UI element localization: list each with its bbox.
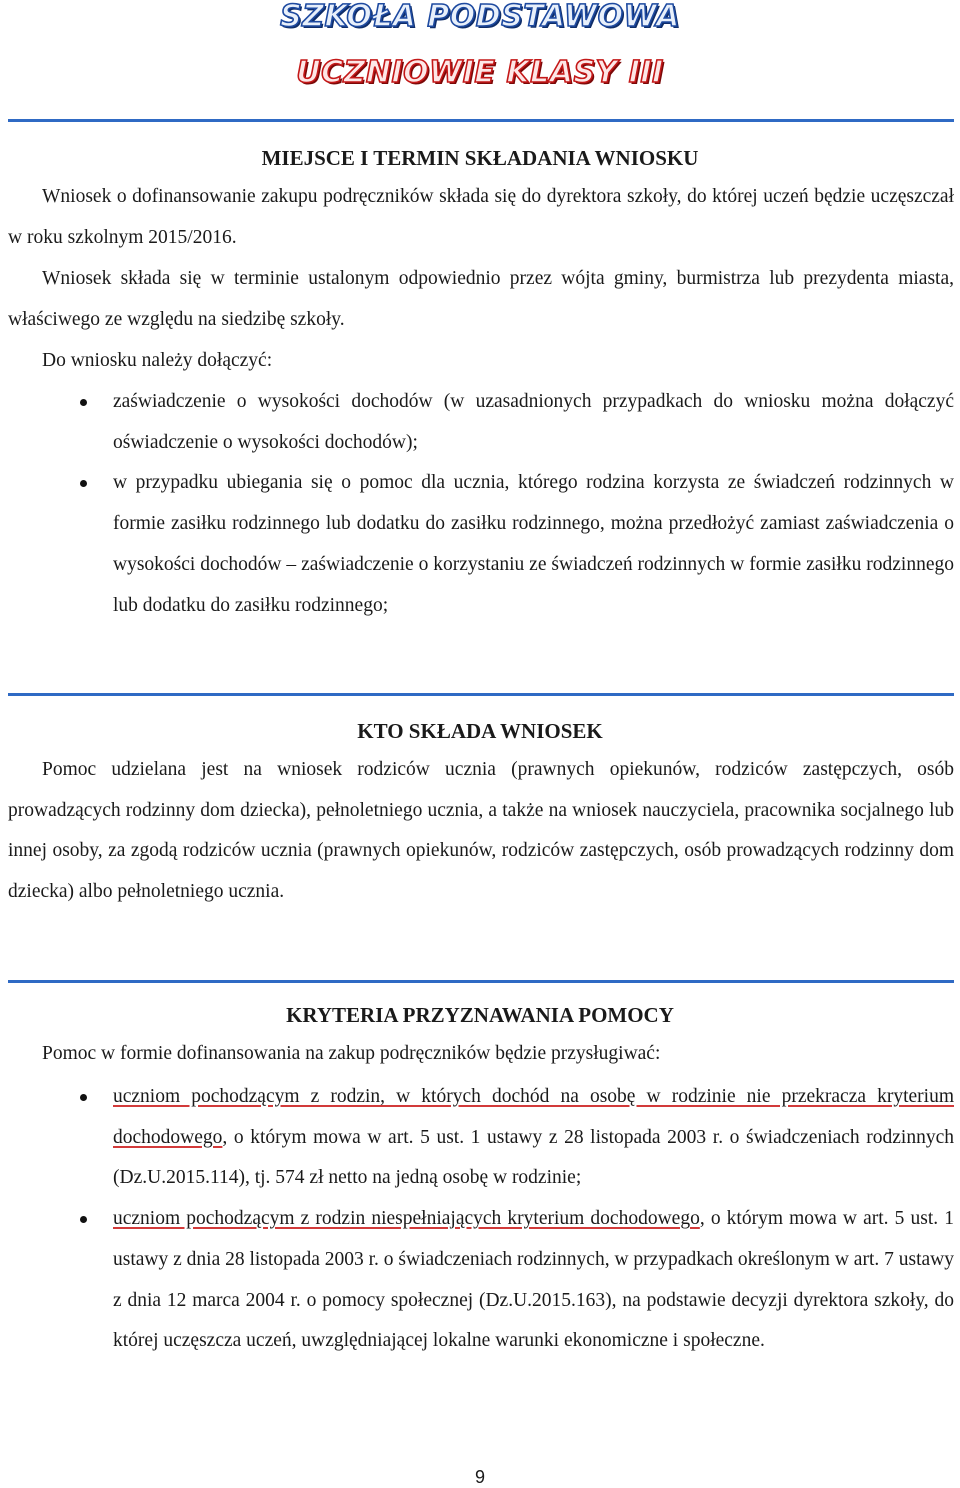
- section-title-miejsce: MIEJSCE I TERMIN SKŁADANIA WNIOSKU: [261, 146, 699, 170]
- paragraph-kryteria-intro: Pomoc w formie dofinansowania na zakup podręczników będzie przysługiwać:: [42, 1043, 661, 1064]
- section-title-kto: KTO SKŁADA WNIOSEK: [357, 719, 603, 743]
- top-divider: [8, 119, 954, 122]
- paragraph-wniosek-termin: Wniosek składa się w terminie ustalonym odpowiednio przez wójta gminy, burmistrza lub prezydenta miasta, właściwego ze względu na siedzibę szkoły.: [8, 268, 954, 330]
- school-logo-line2: UCZNIOWIE KLASY III: [296, 55, 664, 90]
- section-divider: [8, 980, 954, 983]
- section-title-kryteria: KRYTERIA PRZYZNAWANIA POMOCY: [286, 1003, 674, 1027]
- list-item-text: , o którym mowa w art. 5 ust. 1 ustawy z 28 listopada 2003 r. o świadczeniach rodzinnych (Dz.U.2015.114), tj. 574 zł netto na jedną osobę w rodzinie;: [113, 1126, 954, 1189]
- list-item: [0, 1077, 954, 1199]
- bullet-dot: [80, 399, 87, 406]
- attachments-list: [0, 382, 954, 626]
- criteria-list: [0, 1077, 954, 1362]
- criteria-underlined-text: uczniom pochodzącym z rodzin niespełniających kryterium dochodowego: [113, 1208, 700, 1230]
- paragraph-wniosek-dyrektor: Wniosek o dofinansowanie zakupu podręczników składa się do dyrektora szkoły, do której uczeń będzie uczęszczał w roku szkolnym 2015/2016.: [8, 186, 954, 248]
- list-item: [0, 382, 954, 463]
- paragraph-zalaczniki-intro: Do wniosku należy dołączyć:: [42, 350, 273, 371]
- page-number: 9: [474, 1467, 485, 1487]
- list-item-text: w przypadku ubiegania się o pomoc dla ucznia, którego rodzina korzysta ze świadczeń rodzinnych w formie zasiłku rodzinnego lub dodatku do zasiłku rodzinnego, można przedłożyć zamiast zaświadczenia o wysokości dochodów – zaświadczenie o korzystaniu ze świadczeń rodzinnych w formie zasiłku rodzinnego lub dodatku do zasiłku rodzinnego;: [113, 472, 954, 616]
- criteria-underlined-text: uczniom pochodzącym z rodzin, w których dochód na osobę w rodzinie nie przekracza kryterium dochodowego: [113, 1086, 954, 1148]
- bullet-dot: [80, 1094, 87, 1101]
- bullet-dot: [80, 480, 87, 487]
- list-item-text: zaświadczenie o wysokości dochodów (w uzasadnionych przypadkach do wniosku można dołączyć oświadczenie o wysokości dochodów);: [113, 391, 954, 453]
- list-item: [0, 1199, 954, 1362]
- list-item-text: , o którym mowa w art. 5 ust. 1 ustawy z dnia 28 listopada 2003 r. o świadczeniach rodzinnych, w przypadkach określonym w art. 7 ustawy z dnia 12 marca 2004 r. o pomocy społecznej (Dz.U.2015.163), na podstawie decyzji dyrektora szkoły, do której uczęszcza uczeń, uwzględniającej lokalne warunki ekonomiczne i społeczne.: [113, 1208, 955, 1352]
- section-divider: [8, 693, 954, 696]
- bullet-dot: [80, 1216, 87, 1223]
- list-item: [0, 463, 954, 626]
- paragraph-kto-sklada: Pomoc udzielana jest na wniosek rodziców ucznia (prawnych opiekunów, rodziców zastępczych, osób prowadzących rodzinny dom dziecka), pełnoletniego ucznia, a także na wniosek nauczyciela, pracownika socjalnego lub innej osoby, za zgodą rodziców ucznia (prawnych opiekunów, rodziców zastępczych, osób prowadzących rodzinny dom dziecka) albo pełnoletniego ucznia.: [8, 759, 954, 903]
- school-logo-line1: SZKOŁA PODSTAWOWA: [280, 0, 680, 34]
